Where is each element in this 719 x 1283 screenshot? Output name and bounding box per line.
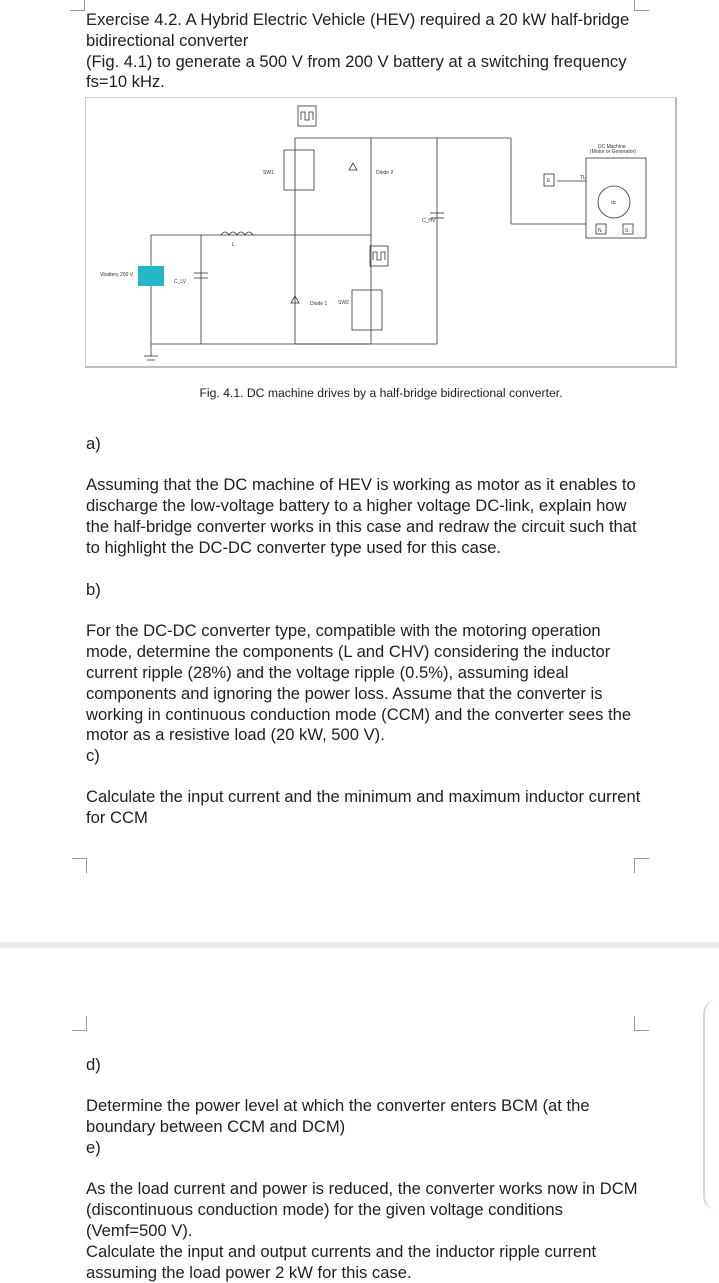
battery-block (138, 266, 164, 286)
page-scroll-edge[interactable] (703, 1000, 719, 1210)
c-hv-label: C_HV (422, 218, 436, 224)
dc-machine-line-2: (Motor or Generator) (590, 149, 636, 155)
exercise-heading: Exercise 4.2. A Hybrid Electric Vehicle (HEV) required a 20 kW half-bridge bidirectional converter (Fig. 4.1) to generate a 500 V from 200 V battery at a switching frequency fs=10 kHz. (86, 10, 630, 92)
figure-caption: Fig. 4.1. DC machine drives by a half-bridge bidirectional converter. (199, 386, 563, 400)
sw1-label: SW1 (263, 170, 274, 176)
tl-label: TL (580, 175, 586, 181)
question-c-text: Calculate the input current and the minimum and maximum inductor current for CCM (86, 787, 641, 828)
question-a-text: Assuming that the DC machine of HEV is working as motor as it enables to discharge the low-voltage battery to a higher voltage DC-link, explain how the half-bridge converter works in this case and redraw the circuit such that to highlight the DC-DC converter type used for this case. (86, 475, 637, 557)
inductor-label: L (232, 242, 235, 248)
e-label: E (547, 178, 551, 184)
page-divider (0, 942, 719, 948)
crop-corner-top-left (70, 0, 85, 11)
diode2-label: Diode 2 (376, 170, 394, 176)
question-d-label: d) (86, 1054, 101, 1074)
c-lv-label: C_LV (174, 279, 187, 285)
question-a-label: a) (86, 433, 101, 453)
dc-machine-line-1: DC Machine (598, 144, 626, 150)
crop-corner-bottom-left (72, 858, 87, 873)
sw2-label: SW2 (338, 300, 349, 306)
question-c-label: c) (86, 745, 100, 765)
dc-machine-label (590, 144, 636, 155)
n-label: N (598, 228, 602, 234)
crop-corner-page2-left (72, 1016, 87, 1031)
question-b-text: For the DC-DC converter type, compatible with the motoring operation mode, determine the components (L and CHV) considering the inductor current ripple (28%) and the voltage ripple (0.5%), assuming ideal components and ignoring the power loss. Assume that the converter is working in continuous conduction mode (CCM) and the converter sees the motor as a resistive load (20 kW, 500 V). (86, 621, 632, 745)
question-e (86, 1117, 646, 1283)
dc-label: dc (611, 200, 617, 206)
question-a (86, 413, 646, 559)
question-c (86, 725, 646, 829)
question-b (86, 559, 646, 746)
question-b-label: b) (86, 579, 101, 599)
s-label: S (625, 228, 629, 234)
circuit-figure (85, 97, 677, 368)
diode1-label: Diode 1 (310, 301, 328, 307)
battery-label: Vbattery 200 V (100, 272, 134, 278)
crop-corner-page2-right (634, 1016, 649, 1031)
question-e-text: As the load current and power is reduced, the converter works now in DCM (discontinuous conduction mode) for the given voltage conditions (Vemf=500 V). Calculate the input and output currents and the inductor ripple current assuming the load power 2 kW for this case. (86, 1179, 638, 1282)
circuit-diagram (86, 98, 675, 366)
question-d-text: Determine the power level at which the converter enters BCM (at the boundary between CCM and DCM) (86, 1096, 590, 1137)
crop-corner-bottom-right (634, 858, 649, 873)
question-e-label: e) (86, 1137, 101, 1157)
